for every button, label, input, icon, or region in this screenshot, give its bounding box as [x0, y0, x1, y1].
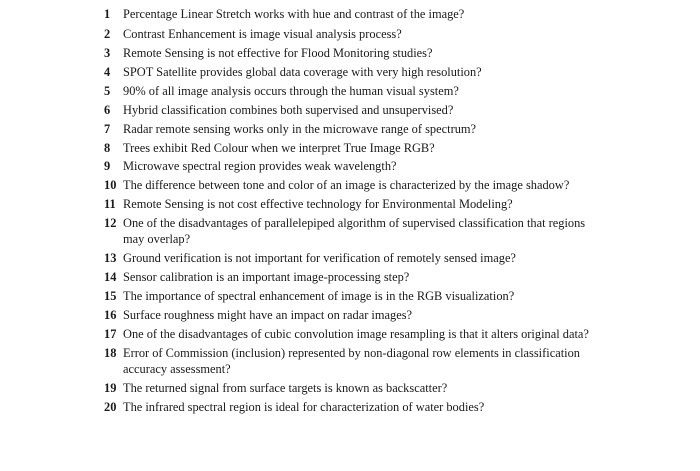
- question-text: Ground verification is not important for verification of remotely sensed image?: [123, 251, 516, 266]
- question-item-2: [104, 26, 604, 42]
- question-number: 5: [104, 83, 111, 98]
- question-text: Trees exhibit Red Colour when we interpret True Image RGB?: [123, 140, 435, 155]
- question-number: 2: [104, 27, 111, 42]
- question-item-19: [104, 380, 604, 396]
- question-item-13: [104, 250, 604, 266]
- question-number: 19: [104, 380, 117, 395]
- question-item-1: [104, 6, 604, 22]
- question-item-15: [104, 288, 604, 304]
- question-number: 8: [104, 140, 111, 155]
- question-text: Contrast Enhancement is image visual analysis process?: [123, 27, 402, 42]
- question-number: 7: [104, 121, 111, 136]
- question-text: Sensor calibration is an important image-processing step?: [123, 270, 410, 285]
- question-number: 17: [104, 326, 117, 341]
- question-number: 6: [104, 102, 111, 117]
- question-text: 90% of all image analysis occurs through the human visual system?: [123, 83, 459, 98]
- question-item-6: [104, 102, 604, 118]
- question-item-5: [104, 83, 604, 99]
- question-number: 16: [104, 307, 117, 322]
- question-text: Surface roughness might have an impact on radar images?: [123, 307, 413, 322]
- question-text: Remote Sensing is not cost effective technology for Environmental Modeling?: [123, 197, 513, 212]
- question-text: One of the disadvantages of cubic convolution image resampling is that it alters original data?: [123, 326, 589, 341]
- question-number: 1: [104, 7, 111, 21]
- question-text: Radar remote sensing works only in the microwave range of spectrum?: [123, 121, 477, 136]
- question-text: One of the disadvantages of parallelepiped algorithm of supervised classification that regions may overlap?: [123, 216, 586, 247]
- question-item-14: [104, 269, 604, 285]
- question-number: 4: [104, 64, 111, 79]
- question-item-4: [104, 64, 604, 80]
- question-item-7: [104, 121, 604, 137]
- question-item-11: [104, 196, 604, 212]
- question-item-16: [104, 307, 604, 323]
- question-item-10: [104, 177, 604, 193]
- question-text: The importance of spectral enhancement of image is in the RGB visualization?: [123, 288, 515, 303]
- question-number: 10: [104, 178, 117, 193]
- question-text: Percentage Linear Stretch works with hue and contrast of the image?: [123, 7, 465, 21]
- question-text: The infrared spectral region is ideal for characterization of water bodies?: [123, 399, 485, 414]
- question-item-8: [104, 140, 604, 156]
- question-text: SPOT Satellite provides global data coverage with very high resolution?: [123, 64, 482, 79]
- question-item-3: [104, 45, 604, 61]
- question-text: Error of Commission (inclusion) represented by non-diagonal row elements in classification accuracy assessment?: [123, 345, 580, 376]
- question-item-17: [104, 326, 604, 342]
- question-text: The difference between tone and color of an image is characterized by the image shadow?: [123, 178, 570, 193]
- question-text: Remote Sensing is not effective for Flood Monitoring studies?: [123, 46, 433, 61]
- question-text: Microwave spectral region provides weak wavelength?: [123, 159, 397, 174]
- question-number: 18: [104, 345, 117, 360]
- question-item-18: [104, 345, 604, 377]
- question-number: 20: [104, 399, 117, 414]
- question-number: 3: [104, 46, 111, 61]
- question-number: 12: [104, 216, 117, 231]
- question-number: 14: [104, 270, 117, 285]
- question-item-20: [104, 399, 604, 415]
- question-text: The returned signal from surface targets is known as backscatter?: [123, 380, 448, 395]
- question-text: Hybrid classification combines both supervised and unsupervised?: [123, 102, 454, 117]
- question-list: [104, 6, 604, 418]
- question-item-12: [104, 215, 604, 247]
- question-item-9: [104, 158, 604, 174]
- question-number: 15: [104, 288, 117, 303]
- question-number: 13: [104, 251, 117, 266]
- question-number: 11: [104, 197, 116, 212]
- question-number: 9: [104, 159, 111, 174]
